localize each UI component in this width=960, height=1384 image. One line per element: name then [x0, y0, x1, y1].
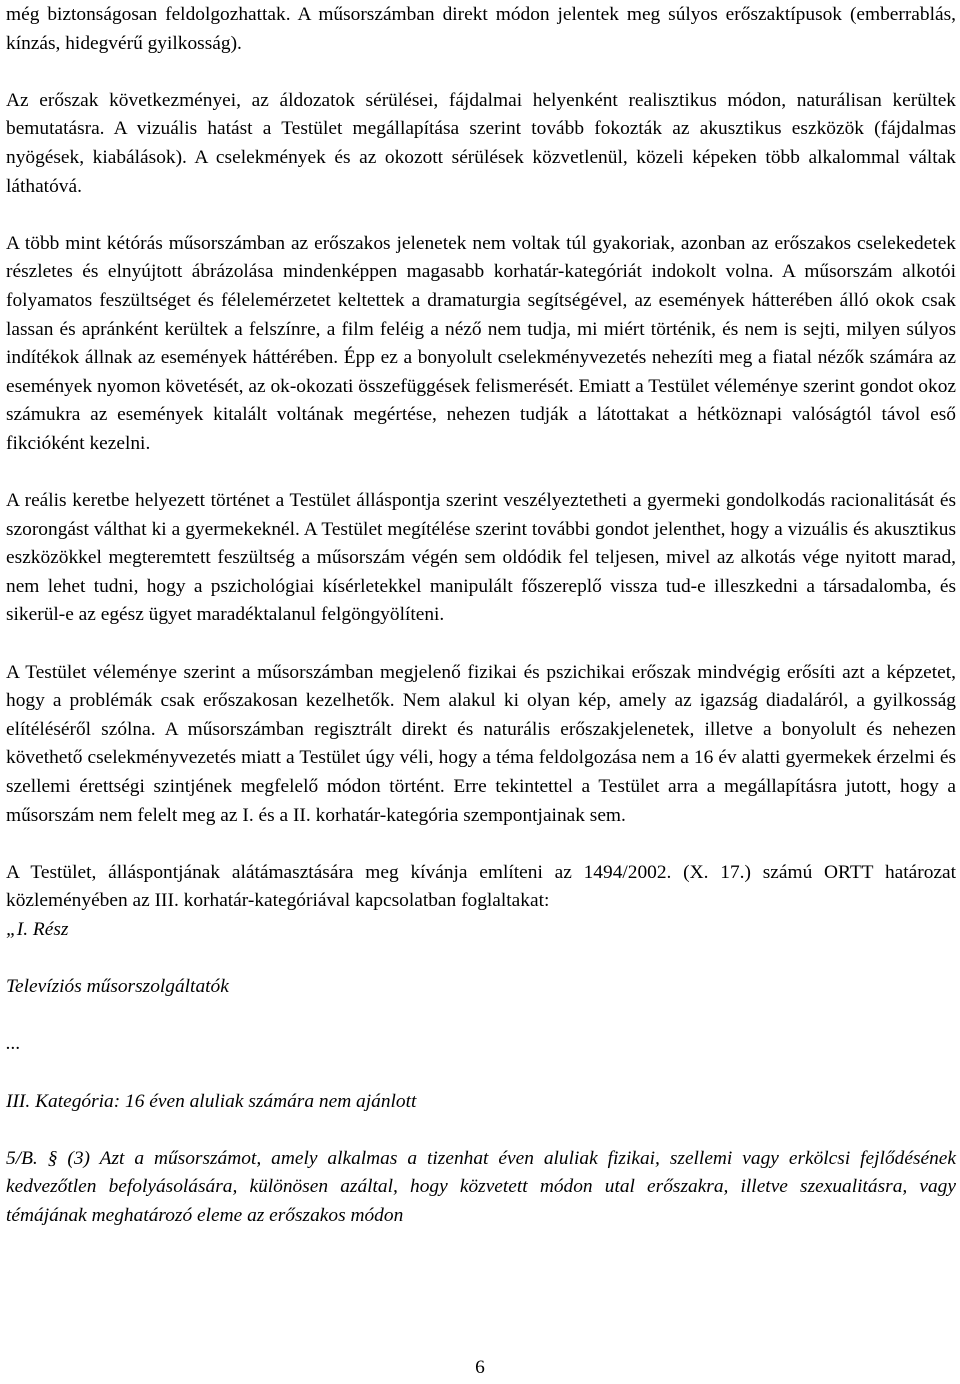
quote-rule-text: 5/B. § (3) Azt a műsorszámot, amely alkalmas a tizenhat éven aluliak fizikai, szellemi vagy erkölcsi fejlődésének kedvezőtlen befolyásolására, különösen azáltal, hogy közvetett módon utal erőszakra, illetve szexualitásra, vagy témájának meghatározó eleme az erőszakos módon [6, 1147, 956, 1226]
quote-category-title: III. Kategória: 16 éven aluliak számára nem ajánlott [6, 1090, 417, 1112]
paragraph-1: még biztonságosan feldolgozhattak. A műsorszámban direkt módon jelentek meg súlyos erőszaktípusok (emberrablás, kínzás, hidegvérű gyilkosság). [6, 4, 956, 54]
paragraph-6: A Testület, álláspontjának alátámasztására meg kívánja említeni az 1494/2002. (X. 17.) számú ORTT határozat közleményében az III. korhatár-kategóriával kapcsolatban foglaltakat: [6, 861, 956, 912]
quote-ellipsis: ... [6, 1033, 21, 1055]
quote-part-title: „I. Rész [6, 919, 69, 940]
page-number: 6 [475, 1357, 485, 1378]
quote-section-title: Televíziós műsorszolgáltatók [6, 976, 229, 998]
document-page [6, 0, 956, 1231]
paragraph-2: Az erőszak következményei, az áldozatok sérülései, fájdalmai helyenként realisztikus módon, naturálisan kerültek bemutatásra. A vizuális hatást a Testület megállapítása szerint tovább fokozták az akusztikus eszközök (fájdalmas nyögések, kiabálások). A cselekmények és az okozott sérülések közvetlenül, közeli képeken több alkalommal váltak láthatóvá. [6, 89, 956, 197]
paragraph-4: A reális keretbe helyezett történet a Testület álláspontja szerint veszélyeztetheti a gyermeki gondolkodás racionalitását és szorongást válthat ki a gyermekeknél. A Testület megítélése szerint további gondot jelenthet, hogy a vizuális és akusztikus eszközökkel megteremtett feszültség a műsorszám végén sem oldódik fel teljesen, mivel az alkotás vége nyitott marad, nem lehet tudni, hogy a pszichológiai kísérletekkel manipulált főszereplő vissza tud-e illeszkedni a társadalomba, és sikerül-e az egész ügyet maradéktalanul felgöngyölíteni. [6, 490, 956, 626]
paragraph-3: A több mint kétórás műsorszámban az erőszakos jelenetek nem voltak túl gyakoriak, azonban az erőszakos cselekedetek részletes és elnyújtott ábrázolása mindenképpen magasabb korhatár-kategóriát indokolt volna. A műsorszám alkotói folyamatos feszültséget és félelemérzetet keltettek a dramaturgia segítségével, az események hátterében álló okok csak lassan és apránként kerültek a felszínre, a film feléig a néző nem tudja, mi miért történik, és nem is sejti, milyen súlyos indítékok állnak az események háttérében. Épp ez a bonyolult cselekményvezetés nehezíti meg a fiatal nézők számára az események nyomon követését, az ok-okozati összefüggések felismerését. Emiatt a Testület véleménye szerint gondot okoz számukra az események kitalált voltának megértése, nehezen tudják a látottakat a hétköznapi valóságtól távol eső fikcióként kezelni. [6, 232, 956, 454]
paragraph-5: A Testület véleménye szerint a műsorszámban megjelenő fizikai és pszichikai erőszak mindvégig erősíti azt a képzetet, hogy a problémák csak erőszakosan kezelhetők. Nem alakul ki olyan kép, amely az igazság diadaláról, a gyilkosság elítéléséről szólna. A műsorszámban regisztrált direkt és naturális erőszakjelenetek, illetve a bonyolult és nehezen követhető cselekményvezetés miatt a Testület úgy véli, hogy a téma feldolgozása nem a 16 év alatti gyermekek érzelmi és szellemi érettségi szintjének megfelelő módon történt. Erre tekintettel a Testület arra a megállapításra jutott, hogy a műsorszám nem felelt meg az I. és a II. korhatár-kategória szempontjainak sem. [6, 661, 956, 826]
